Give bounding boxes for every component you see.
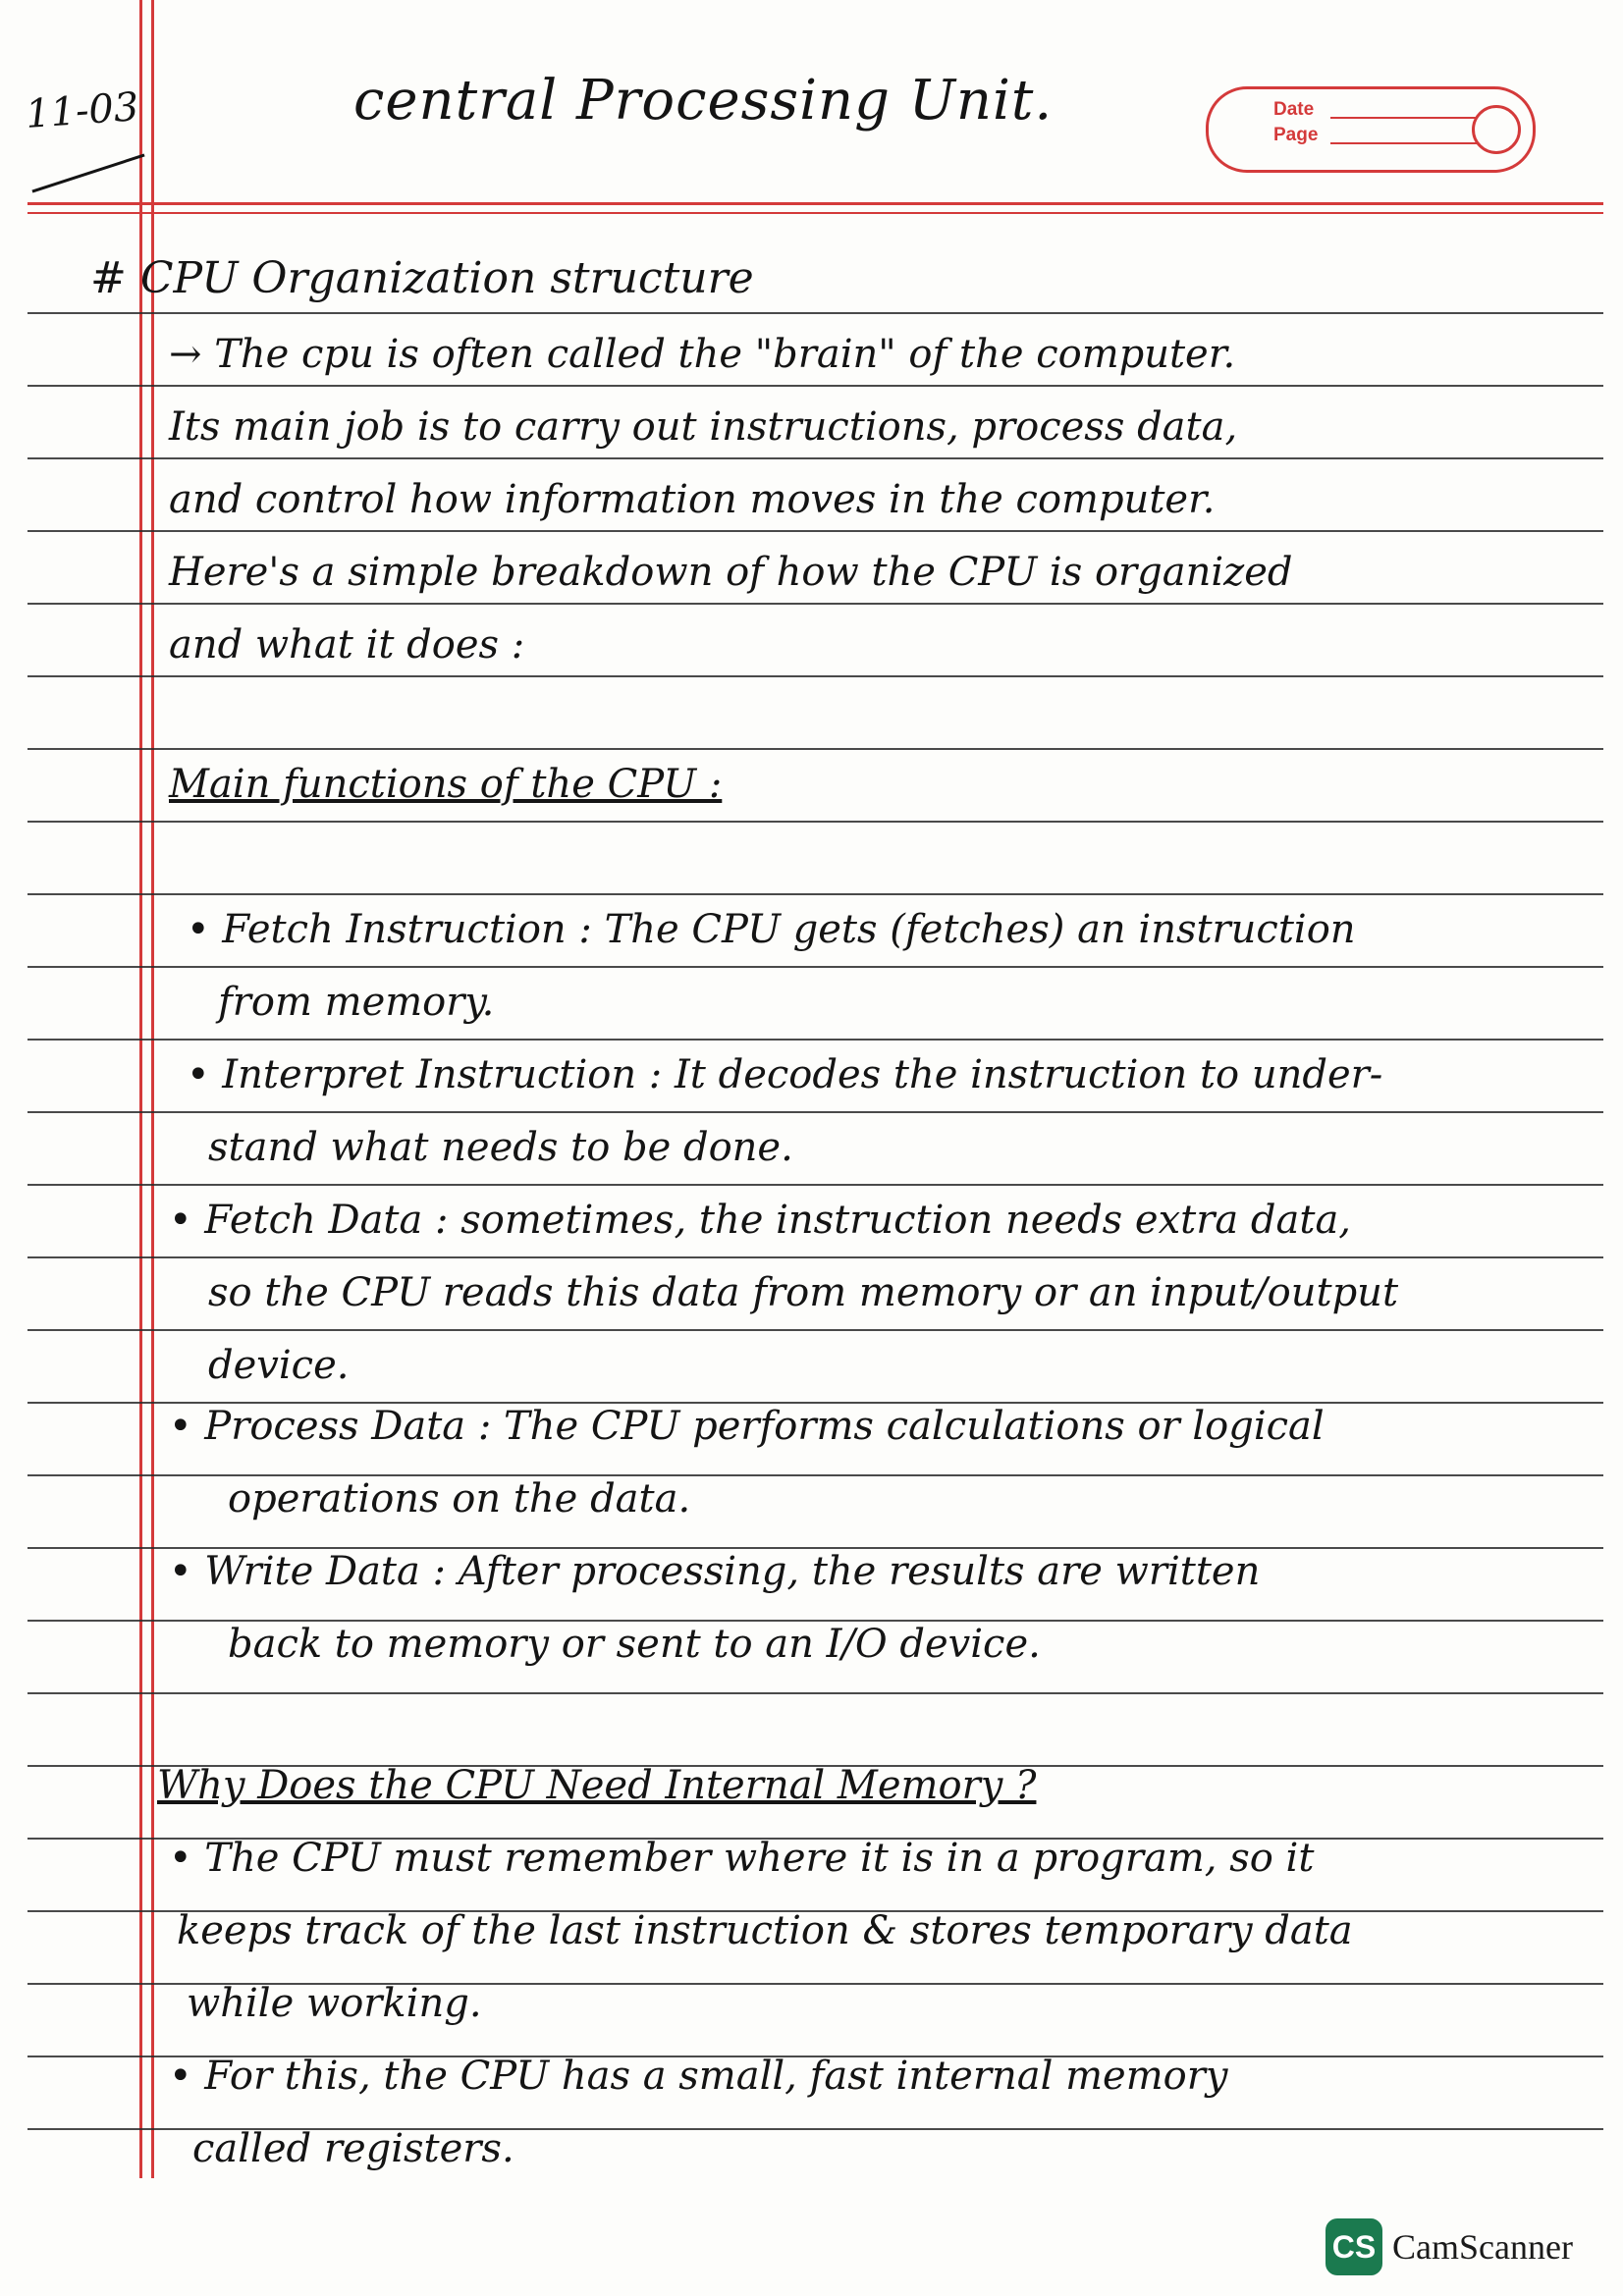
- camscanner-brand: CamScanner: [1392, 2227, 1573, 2267]
- function-line: • Process Data : The CPU performs calculations or logical: [169, 1404, 1325, 1449]
- function-line: operations on the data.: [228, 1476, 691, 1522]
- section-title: Main functions of the CPU :: [169, 762, 723, 807]
- function-line: device.: [208, 1343, 350, 1388]
- page-line: [1330, 142, 1478, 144]
- stamp-curl: [1472, 105, 1521, 154]
- camscanner-watermark: [1325, 2218, 1573, 2275]
- memory-line: • The CPU must remember where it is in a program, so it: [169, 1836, 1315, 1881]
- memory-line: • For this, the CPU has a small, fast internal memory: [169, 2054, 1228, 2099]
- intro-line: Here's a simple breakdown of how the CPU is organized: [169, 550, 1293, 595]
- ruled-line: [27, 385, 1603, 387]
- page-label: Page: [1273, 125, 1319, 145]
- function-line: back to memory or sent to an I/O device.: [228, 1622, 1041, 1667]
- ruled-line: [27, 1256, 1603, 1258]
- intro-line: and control how information moves in the computer.: [169, 477, 1216, 522]
- function-line: stand what needs to be done.: [208, 1125, 793, 1170]
- ruled-line: [27, 530, 1603, 532]
- intro-line: Its main job is to carry out instructions, process data,: [169, 404, 1238, 450]
- date-page-stamp: [1206, 86, 1536, 173]
- function-line: from memory.: [218, 980, 495, 1025]
- ruled-line: [27, 748, 1603, 750]
- intro-line: → The cpu is often called the "brain" of the computer.: [169, 332, 1236, 377]
- ruled-line: [27, 1039, 1603, 1041]
- margin-line: [139, 0, 142, 2178]
- ruled-line: [27, 893, 1603, 895]
- section-heading: # CPU Organization structure: [90, 253, 754, 303]
- function-line: • Interpret Instruction : It decodes the instruction to under-: [187, 1052, 1383, 1097]
- ruled-line: [27, 1184, 1603, 1186]
- ruled-line: [27, 457, 1603, 459]
- header-rule: [27, 202, 1603, 205]
- header-rule: [27, 212, 1603, 214]
- ruled-line: [27, 1111, 1603, 1113]
- date-label: Date: [1273, 99, 1315, 120]
- ruled-line: [27, 1692, 1603, 1694]
- ruled-line: [27, 675, 1603, 677]
- memory-line: keeps track of the last instruction & stores temporary data: [177, 1908, 1353, 1953]
- handwritten-date: 11-03: [24, 84, 140, 137]
- intro-line: and what it does :: [169, 622, 525, 667]
- date-line: [1330, 117, 1478, 119]
- ruled-line: [27, 821, 1603, 823]
- function-line: • Fetch Data : sometimes, the instruction needs extra data,: [169, 1198, 1352, 1243]
- function-line: • Write Data : After processing, the results are written: [169, 1549, 1261, 1594]
- memory-line: called registers.: [192, 2126, 514, 2171]
- margin-line: [151, 0, 154, 2178]
- ruled-line: [27, 312, 1603, 314]
- memory-line: while working.: [187, 1981, 482, 2026]
- ruled-line: [27, 603, 1603, 605]
- section-title: Why Does the CPU Need Internal Memory ?: [157, 1763, 1037, 1808]
- function-line: • Fetch Instruction : The CPU gets (fetches) an instruction: [187, 907, 1356, 952]
- ruled-line: [27, 1329, 1603, 1331]
- function-line: so the CPU reads this data from memory or an input/output: [208, 1270, 1399, 1315]
- ruled-line: [27, 966, 1603, 968]
- page-title: central Processing Unit.: [353, 69, 1054, 133]
- date-underline: [31, 154, 144, 193]
- camscanner-logo-icon: CS: [1325, 2218, 1382, 2275]
